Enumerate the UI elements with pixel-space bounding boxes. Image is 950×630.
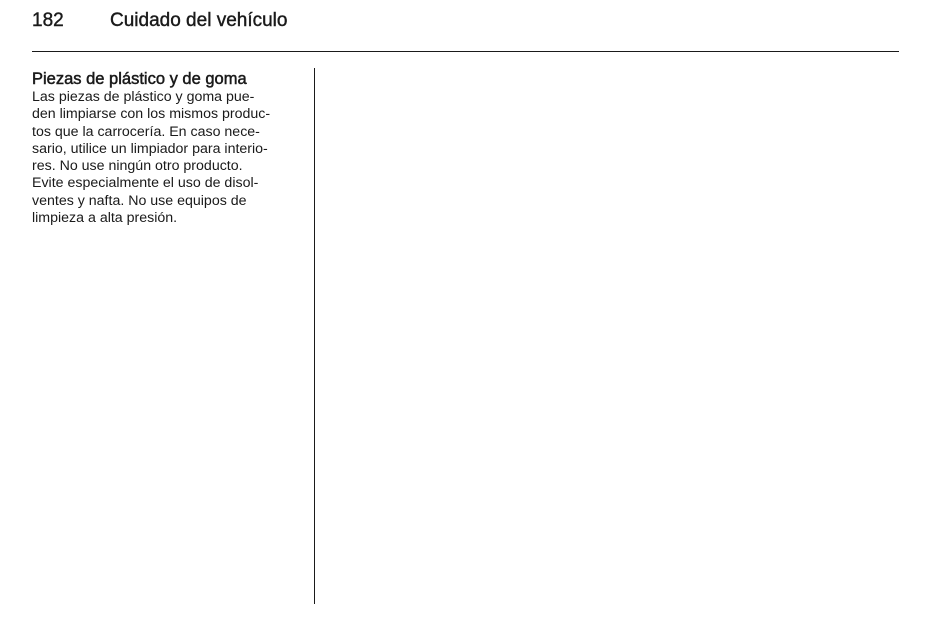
section-heading: Piezas de plástico y de goma	[32, 70, 247, 88]
page-number: 182	[32, 10, 64, 31]
column-divider	[314, 68, 315, 604]
section-body	[32, 89, 304, 227]
left-column	[32, 69, 304, 227]
header-divider	[32, 51, 899, 52]
body-text-line: den limpiarse con los mismos produc-	[32, 106, 271, 123]
body-text-line: Las piezas de plástico y goma pue-	[32, 89, 255, 105]
body-text-line: sario, utilice un limpiador para interio-	[32, 140, 268, 157]
page-header	[32, 10, 287, 38]
body-text-line: Evite especialmente el uso de disol-	[32, 175, 259, 192]
body-text-line: limpieza a alta presión.	[32, 210, 178, 227]
body-text-line: tos que la carrocería. En caso nece-	[32, 123, 260, 140]
body-text-line: res. No use ningún otro producto.	[32, 158, 243, 175]
body-text-line: ventes y nafta. No use equipos de	[32, 192, 247, 209]
chapter-title: Cuidado del vehículo	[110, 10, 288, 31]
